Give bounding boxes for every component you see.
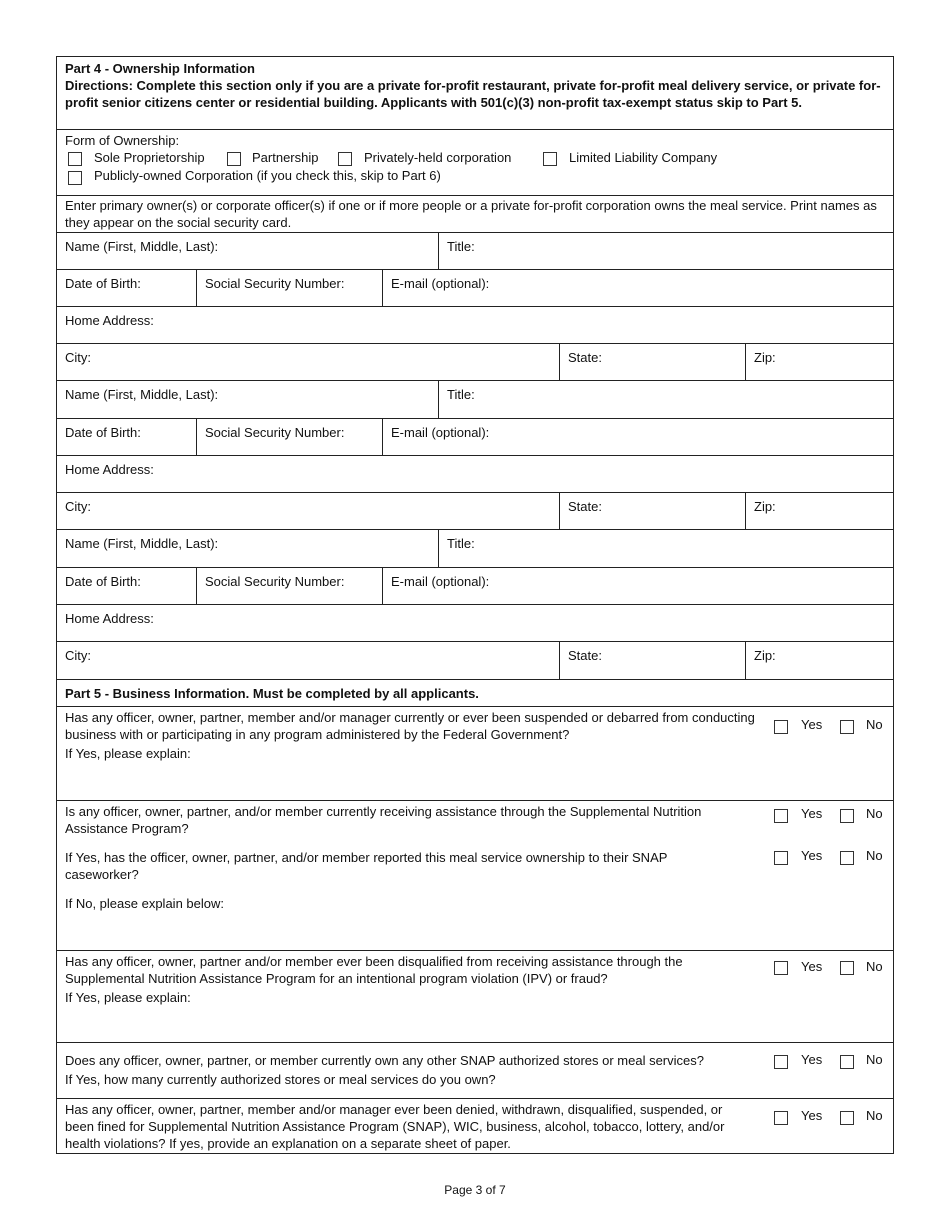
owner-3-dob-field[interactable]: [57, 568, 197, 604]
q1-yes-checkbox[interactable]: [774, 720, 788, 734]
owner-3-zip-field[interactable]: [746, 642, 893, 679]
owner-3-city-row: [57, 642, 893, 680]
owner-instructions: Enter primary owner(s) or corporate officer(s) if one or if more people or a private for-profit corporation owns the meal service. Print names as they appear on the social security card.: [65, 198, 877, 230]
zip-label: Zip:: [754, 350, 776, 365]
q2-yes-checkbox[interactable]: [774, 809, 788, 823]
q1-yes-label: Yes: [801, 717, 823, 732]
q4-no-checkbox[interactable]: [840, 1055, 854, 1069]
owner-instructions-row: [57, 196, 893, 233]
owner-1-city-field[interactable]: [57, 344, 560, 380]
q4-yes-label: Yes: [801, 1052, 823, 1067]
question-4-followup: If Yes, how many currently authorized stores or meal services do you own?: [65, 1072, 496, 1087]
email-label: E-mail (optional):: [391, 425, 490, 440]
ownership-form-row: [57, 130, 893, 196]
owner-2-zip-field[interactable]: [746, 493, 893, 529]
part4-directions: Directions: Complete this section only if you are a private for-profit restaurant, private for-profit meal delivery service, or private for-profit senior citizens center or residential building. Applicants with 501(c)(3) non-profit tax-exempt status skip to Part 5.: [65, 78, 881, 110]
ssn-label: Social Security Number:: [205, 425, 345, 440]
owner-3-email-field[interactable]: [383, 568, 893, 604]
owner-1-ssn-field[interactable]: [197, 270, 383, 306]
question-1-text: Has any officer, owner, partner, member and/or manager currently or ever been suspended or debarred from conducting business with or participating in any program administered by the Federal Government?: [65, 710, 755, 742]
owner-2-city-row: [57, 493, 893, 530]
page-number: Page 3 of 7: [444, 1183, 506, 1197]
question-5-row: [57, 1099, 893, 1153]
city-label: City:: [65, 350, 91, 365]
q2b-yes-checkbox[interactable]: [774, 851, 788, 865]
publicly-owned-corporation-checkbox[interactable]: [68, 171, 82, 185]
question-5-text: Has any officer, owner, partner, member and/or manager ever been denied, withdrawn, disqualified, suspended, or been fined for Supplemental Nutrition Assistance Program (SNAP), WIC, business, alcohol, tobacco, lottery, and/or health violations? If yes, provide an explanation on a separate sheet of paper.: [65, 1102, 725, 1151]
owner-1-city-row: [57, 344, 893, 381]
question-3-text: Has any officer, owner, partner and/or member ever been disqualified from receiving assistance through the Supplemental Nutrition Assistance Program for an intentional program violation (IPV) or fraud?: [65, 954, 683, 986]
city-label: City:: [65, 648, 91, 663]
title-label: Title:: [447, 239, 475, 254]
address-label: Home Address:: [65, 611, 154, 626]
owner-2-name-row: [57, 381, 893, 419]
question-3-row: [57, 951, 893, 1043]
llc-checkbox[interactable]: [543, 152, 557, 166]
owner-3-name-field[interactable]: [57, 530, 439, 567]
owner-3-name-row: [57, 530, 893, 568]
q2-no-label: No: [866, 806, 883, 821]
q5-no-checkbox[interactable]: [840, 1111, 854, 1125]
owner-3-title-field[interactable]: [439, 530, 893, 567]
privately-held-corporation-label: Privately-held corporation: [364, 150, 512, 165]
q3-yes-checkbox[interactable]: [774, 961, 788, 975]
owner-1-dob-row: [57, 270, 893, 307]
q1-no-checkbox[interactable]: [840, 720, 854, 734]
q3-yes-label: Yes: [801, 959, 823, 974]
question-4-text: Does any officer, owner, partner, or member currently own any other SNAP authorized stores or meal services?: [65, 1053, 704, 1068]
name-label: Name (First, Middle, Last):: [65, 387, 219, 402]
dob-label: Date of Birth:: [65, 574, 141, 589]
q5-yes-checkbox[interactable]: [774, 1111, 788, 1125]
owner-3-city-field[interactable]: [57, 642, 560, 679]
question-1-followup: If Yes, please explain:: [65, 746, 191, 761]
sole-proprietorship-checkbox[interactable]: [68, 152, 82, 166]
owner-1-name-row: [57, 233, 893, 270]
owner-1-email-field[interactable]: [383, 270, 893, 306]
q5-no-label: No: [866, 1108, 883, 1123]
sole-proprietorship-label: Sole Proprietorship: [94, 150, 205, 165]
address-label: Home Address:: [65, 313, 154, 328]
title-label: Title:: [447, 387, 475, 402]
question-4-row: [57, 1043, 893, 1099]
q2-yes-label: Yes: [801, 806, 823, 821]
privately-held-corporation-checkbox[interactable]: [338, 152, 352, 166]
owner-2-email-field[interactable]: [383, 419, 893, 455]
question-3-followup: If Yes, please explain:: [65, 990, 191, 1005]
owner-1-name-field[interactable]: [57, 233, 439, 269]
publicly-owned-corporation-label: Publicly-owned Corporation (if you check this, skip to Part 6): [94, 168, 441, 183]
question-2-row: [57, 801, 893, 951]
ssn-label: Social Security Number:: [205, 574, 345, 589]
owner-2-ssn-field[interactable]: [197, 419, 383, 455]
question-2b-followup: If No, please explain below:: [65, 896, 224, 911]
ownership-label: Form of Ownership:: [65, 133, 180, 148]
partnership-checkbox[interactable]: [227, 152, 241, 166]
owner-3-dob-row: [57, 568, 893, 605]
q4-yes-checkbox[interactable]: [774, 1055, 788, 1069]
part4-header: [57, 57, 893, 130]
title-label: Title:: [447, 536, 475, 551]
owner-1-address-row[interactable]: [57, 307, 893, 344]
q2b-yes-label: Yes: [801, 848, 823, 863]
part5-title: Part 5 - Business Information. Must be completed by all applicants.: [65, 686, 479, 701]
question-2-text: Is any officer, owner, partner, and/or member currently receiving assistance through the Supplemental Nutrition Assistance Program?: [65, 804, 702, 836]
owner-2-name-field[interactable]: [57, 381, 439, 418]
owner-2-state-field[interactable]: [560, 493, 746, 529]
owner-2-title-field[interactable]: [439, 381, 893, 418]
owner-1-zip-field[interactable]: [746, 344, 893, 380]
owner-2-dob-row: [57, 419, 893, 456]
part5-header: [57, 680, 893, 707]
q2b-no-label: No: [866, 848, 883, 863]
owner-2-city-field[interactable]: [57, 493, 560, 529]
owner-3-state-field[interactable]: [560, 642, 746, 679]
name-label: Name (First, Middle, Last):: [65, 536, 219, 551]
partnership-label: Partnership: [252, 150, 319, 165]
q4-no-label: No: [866, 1052, 883, 1067]
zip-label: Zip:: [754, 648, 776, 663]
q3-no-checkbox[interactable]: [840, 961, 854, 975]
q2-no-checkbox[interactable]: [840, 809, 854, 823]
owner-1-state-field[interactable]: [560, 344, 746, 380]
q5-yes-label: Yes: [801, 1108, 823, 1123]
email-label: E-mail (optional):: [391, 276, 490, 291]
question-1-row: [57, 707, 893, 801]
dob-label: Date of Birth:: [65, 425, 141, 440]
state-label: State:: [568, 350, 602, 365]
owner-2-dob-field[interactable]: [57, 419, 197, 455]
dob-label: Date of Birth:: [65, 276, 141, 291]
llc-label: Limited Liability Company: [569, 150, 718, 165]
zip-label: Zip:: [754, 499, 776, 514]
state-label: State:: [568, 648, 602, 663]
state-label: State:: [568, 499, 602, 514]
q3-no-label: No: [866, 959, 883, 974]
name-label: Name (First, Middle, Last):: [65, 239, 219, 254]
address-label: Home Address:: [65, 462, 154, 477]
ssn-label: Social Security Number:: [205, 276, 345, 291]
ownership-business-form: [56, 56, 894, 1154]
owner-1-title-field[interactable]: [439, 233, 893, 269]
question-2b-text: If Yes, has the officer, owner, partner, and/or member reported this meal service ownership to their SNAP caseworker?: [65, 850, 668, 882]
part4-title: Part 4 - Ownership Information: [65, 61, 255, 76]
owner-1-dob-field[interactable]: [57, 270, 197, 306]
q1-no-label: No: [866, 717, 883, 732]
owner-3-ssn-field[interactable]: [197, 568, 383, 604]
city-label: City:: [65, 499, 91, 514]
q2b-no-checkbox[interactable]: [840, 851, 854, 865]
owner-2-address-row[interactable]: [57, 456, 893, 493]
owner-3-address-row[interactable]: [57, 605, 893, 642]
email-label: E-mail (optional):: [391, 574, 490, 589]
